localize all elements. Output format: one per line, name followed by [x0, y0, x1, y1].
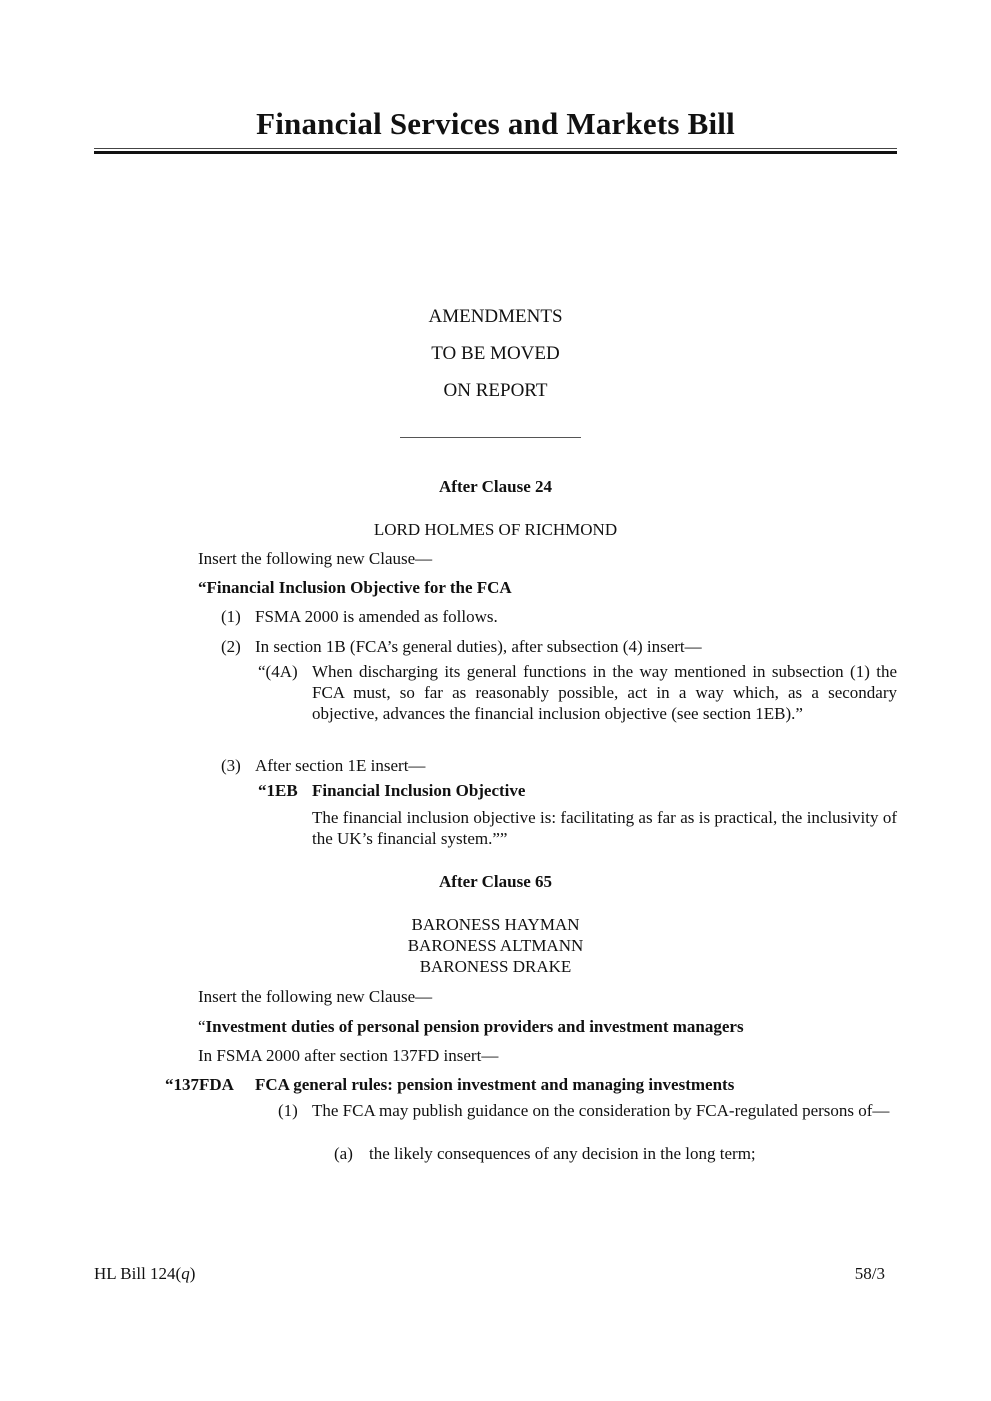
amendment-position: After Clause 65: [439, 872, 552, 891]
bill-reference: [94, 1264, 195, 1284]
clause-heading-text: Investment duties of personal pension providers and investment managers: [205, 1017, 744, 1036]
subsection-text: FSMA 2000 is amended as follows.: [255, 607, 498, 626]
inserted-section-number: “137FDA: [165, 1075, 234, 1094]
sponsor-name: BARONESS HAYMAN: [411, 915, 580, 934]
paragraph-letter: (a): [334, 1144, 353, 1163]
amendment-intro: In FSMA 2000 after section 137FD insert—: [198, 1046, 499, 1065]
inserted-subsection-number: “(4A): [258, 662, 298, 681]
cover-line-3: ON REPORT: [443, 380, 548, 401]
subsection-number: (1): [278, 1101, 298, 1120]
subsection-number: (3): [221, 756, 241, 775]
amendment-position: After Clause 24: [439, 477, 552, 496]
bill-ref-suffix: ): [189, 1264, 196, 1283]
inserted-subsection-text: When discharging its general functions in the way mentioned in subsection (1) the FCA must, so far as reasonably possible, act in a way which, as a secondary objective, advances the financial inclusion objective (see section 1EB).”: [312, 662, 897, 723]
sponsor-name: LORD HOLMES OF RICHMOND: [373, 520, 618, 539]
inserted-section-heading: Financial Inclusion Objective: [312, 781, 526, 800]
open-quote: “: [198, 1017, 206, 1036]
subsection-text: The FCA may publish guidance on the consideration by FCA-regulated persons of—: [312, 1101, 890, 1120]
title-rule-thick: [94, 151, 897, 154]
amendment-instruction: Insert the following new Clause—: [198, 549, 433, 568]
clause-heading: [198, 1016, 744, 1037]
inserted-section-text: The financial inclusion objective is: facilitating as far as is practical, the inclusivity of the UK’s financial system.””: [312, 808, 897, 848]
amendment-instruction: Insert the following new Clause—: [198, 987, 433, 1006]
title-rule-thin: [94, 148, 897, 149]
paragraph-text: the likely consequences of any decision in the long term;: [369, 1144, 756, 1163]
inserted-section-number: “1EB: [258, 781, 298, 800]
cover-line-2: TO BE MOVED: [431, 343, 560, 364]
sponsor-name: BARONESS DRAKE: [419, 957, 572, 976]
clause-heading: “Financial Inclusion Objective for the FCA: [198, 578, 512, 597]
cover-line-1: AMENDMENTS: [428, 306, 563, 327]
subsection-number: (1): [221, 607, 241, 626]
sponsor-name: BARONESS ALTMANN: [407, 936, 584, 955]
cover-divider: [400, 437, 581, 438]
subsection-number: (2): [221, 637, 241, 656]
bill-title: Financial Services and Markets Bill: [256, 106, 735, 141]
page-reference: 58/3: [854, 1264, 885, 1283]
subsection-text: After section 1E insert—: [255, 756, 426, 775]
subsection-text: In section 1B (FCA’s general duties), after subsection (4) insert—: [255, 637, 702, 656]
inserted-section-heading: FCA general rules: pension investment and managing investments: [255, 1075, 735, 1094]
bill-ref-prefix: HL Bill 124(: [94, 1264, 182, 1283]
bill-ref-print-letter: q: [181, 1264, 190, 1283]
